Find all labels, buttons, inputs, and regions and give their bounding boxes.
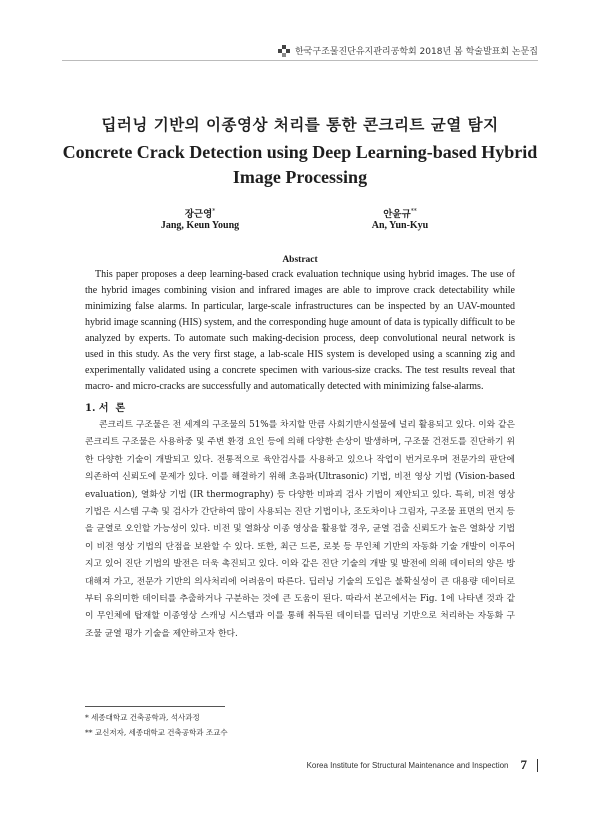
abstract-body: This paper proposes a deep learning-based crack evaluation technique using hybrid images. The use of the hybrid images combining vision and infrared images are able to improve crack detectability while minimizing false alarms. In particular, large-scale infrastructures can be inspected by an UAV-mounted hybrid image scanning (HIS) system, and the corresponding huge amount of data is typically difficult to be analyzed by experts. To automate such making-decision process, deep convolutional neural network is used in this study. As the very first stage, a lab-scale HIS system is developed using a scanning zig and experimentally validated using a concrete specimen with various-size cracks. The test results reveal that macro- and micro-cracks are successfully and automatically detected with minimizing false-alarms. [85,269,515,392]
author-2-english-name: An, Yun-Kyu [371,220,429,231]
english-title: Concrete Crack Detection using Deep Learning-based Hybrid Image Processing [62,142,538,187]
section-1-body: 콘크리트 구조물은 전 세계의 구조물의 51%를 차지할 만큼 사회기반시설물에 널리 활용되고 있다. 이와 같은 콘크리트 구조물은 사용하중 및 주변 환경 요인 등에 의해 다양한 손상이 발생하며, 구조물 건전도를 진단하기 위한 다양한 기술이 개발되고 있다. 전통적으로 육안검사를 사용하고 있으나 작업이 번거로우며 전문가의 판단에 의존하여 신뢰도에 문제가 있다. 이를 해결하기 위해 초음파(Ultrasonic) 기법, 비전 영상 기법 (Vision-based evaluation), 열화상 기법 (IR thermography) 등 다양한 비파괴 검사 기법이 제안되고 있다. 특히, 비전 영상 기법은 시스템 구축 및 검사가 간단하여 많이 사용되는 진단 기법이나, 조도차이나 그림자, 구조물 표면의 먼지 등을 균열로 오인할 가능성이 있다. 비전 및 열화상 이종 영상을 활용할 경우, 균열 검출 신뢰도가 높은 열화상 기법이 비전 영상 기법의 단점을 보완할 수 있다. 또한, 최근 드론, 로봇 등 무인체 기반의 자동화 기술 개발이 이루어지고 있어 진단 기법의 발전은 더욱 촉진되고 있다. 이와 같은 진단 기술의 개발 및 발전에 의해 데이터의 양은 방대해져 가고, 전문가 기반의 의사처리에 어려움이 따른다. 딥러닝 기술의 도입은 불확실성이 큰 대용량 데이터로부터 유의미한 데이터를 추출하거나 구분하는 것에 큰 도움이 된다. 따라서 본고에서는 Fig. 1에 나타낸 것과 같이 무인체에 탑재할 이종영상 스캐닝 시스템과 이를 통해 취득된 데이터를 딥러닝 기반으로 처리하는 자동화 구조물 균열 평가 기술을 제안하고자 한다. [85,420,515,639]
author-2-korean-name: 안윤규** [383,207,417,220]
korean-title: 딥러닝 기반의 이종영상 처리를 통한 콘크리트 균열 탐지 [101,115,499,134]
footnote-2: ** 교신저자, 세종대학교 건축공학과 조교수 [85,728,228,737]
author-2 [340,206,460,231]
author-1-mark: * [212,207,216,215]
page-number: 7 [520,757,527,772]
running-header [278,44,538,57]
author-1-english-name: Jang, Keun Young [160,220,240,231]
proceedings-title: 한국구조물진단유지관리공학회 2018년 봄 학술발표회 논문집 [294,47,538,57]
author-1-korean-name: 장근영* [184,207,216,220]
footer-bar [537,759,538,772]
society-logo-icon [278,45,290,57]
author-1 [130,206,270,231]
footnote-1: * 세종대학교 건축공학과, 석사과정 [85,713,200,722]
header-divider [62,60,538,61]
footnote-divider [85,706,225,707]
running-footer [307,757,538,773]
section-1-heading: 1. 서 론 [85,403,126,414]
footer-institute: Korea Institute for Structural Maintenance and Inspection [306,760,509,770]
author-2-mark: ** [410,207,417,215]
abstract-heading: Abstract [282,255,318,265]
